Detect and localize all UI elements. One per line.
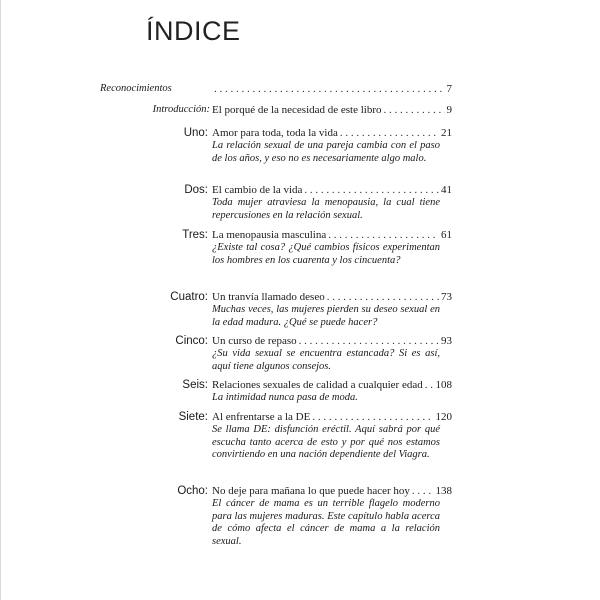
leader-dots — [328, 228, 439, 242]
leader-dots — [304, 183, 439, 197]
toc-entry-chapter-5 — [212, 334, 452, 348]
chapter-description: ¿Su vida sexual se encuentra estancada? Si es así, aquí tiene algunos consejos. — [212, 348, 440, 372]
chapter-number: Seis: — [182, 379, 208, 391]
leader-dots — [312, 410, 433, 424]
page-number: 7 — [446, 83, 452, 95]
toc-entry-introduccion — [212, 103, 452, 117]
page-number: 120 — [435, 411, 452, 423]
page-number: 108 — [435, 379, 452, 391]
toc-entry-chapter-1 — [212, 126, 452, 140]
toc-entry-title: La menopausia masculina — [212, 229, 327, 241]
page-number: 41 — [441, 184, 452, 196]
page-number: 138 — [435, 485, 452, 497]
chapter-description: El cáncer de mama es un terrible flagelo moderno para las mujeres maduras. Este capítulo habla acerca de cómo afecta el cáncer de mama a la relación sexual. — [212, 498, 440, 547]
chapter-number: Ocho: — [177, 485, 208, 497]
chapter-number: Uno: — [183, 127, 208, 139]
leader-dots — [340, 126, 439, 140]
chapter-number: Dos: — [184, 184, 208, 196]
toc-entry-title: Relaciones sexuales de calidad a cualquier edad — [212, 379, 423, 391]
leader-dots — [384, 103, 445, 117]
chapter-description: Toda mujer atraviesa la menopausia, la cual tiene repercusiones en la relación sexual. — [212, 197, 440, 221]
toc-entry-title: Un curso de repaso — [212, 335, 297, 347]
leader-dots — [327, 290, 439, 304]
page-number: 9 — [446, 104, 452, 116]
chapter-description: ¿Existe tal cosa? ¿Qué cambios físicos experimentan los hombres en los cuarenta y los cincuenta? — [212, 242, 440, 266]
toc-entry-chapter-4 — [212, 290, 452, 304]
chapter-number: Siete: — [178, 411, 208, 423]
chapter-description: Se llama DE: disfunción eréctil. Aquí sabrá por qué escucha tanto acerca de esto y por qué nos estamos convirtiendo en una nación dependiente del Viagra. — [212, 424, 440, 460]
toc-entry-title: El cambio de la vida — [212, 184, 303, 196]
chapter-number: Cinco: — [175, 335, 208, 347]
chapter-number: Cuatro: — [170, 291, 208, 303]
toc-entry-chapter-7 — [212, 410, 452, 424]
leader-dots — [425, 378, 434, 392]
toc-entry-title: Al enfrentarse a la DE — [212, 411, 311, 423]
toc-entry-chapter-6 — [212, 378, 452, 392]
toc-entry-chapter-2 — [212, 183, 452, 197]
page-number: 73 — [441, 291, 452, 303]
toc-entry-reconocimientos — [212, 82, 452, 96]
page-title: ÍNDICE — [146, 16, 241, 46]
leader-dots — [214, 82, 445, 96]
chapter-description: Muchas veces, las mujeres pierden su deseo sexual en la edad madura. ¿Qué se puede hacer? — [212, 304, 440, 328]
page-number: 21 — [441, 127, 452, 139]
chapter-number: Tres: — [182, 229, 208, 241]
leader-dots — [412, 484, 434, 498]
toc-entry-title: No deje para mañana lo que puede hacer hoy — [212, 485, 410, 497]
toc-label-introduccion: Introducción: — [152, 104, 210, 115]
page-number: 93 — [441, 335, 452, 347]
toc-entry-title: El porqué de la necesidad de este libro — [212, 104, 382, 116]
toc-entry-title: Amor para toda, toda la vida — [212, 127, 338, 139]
toc-entry-title: Un tranvía llamado deseo — [212, 291, 325, 303]
chapter-description: La relación sexual de una pareja cambia con el paso de los años, y eso no es necesariamente algo malo. — [212, 140, 440, 164]
toc-entry-chapter-3 — [212, 228, 452, 242]
page-number: 61 — [441, 229, 452, 241]
chapter-description: La intimidad nunca pasa de moda. — [212, 392, 358, 403]
leader-dots — [299, 334, 439, 348]
toc-entry-chapter-8 — [212, 484, 452, 498]
toc-label-reconocimientos: Reconocimientos — [100, 83, 172, 94]
